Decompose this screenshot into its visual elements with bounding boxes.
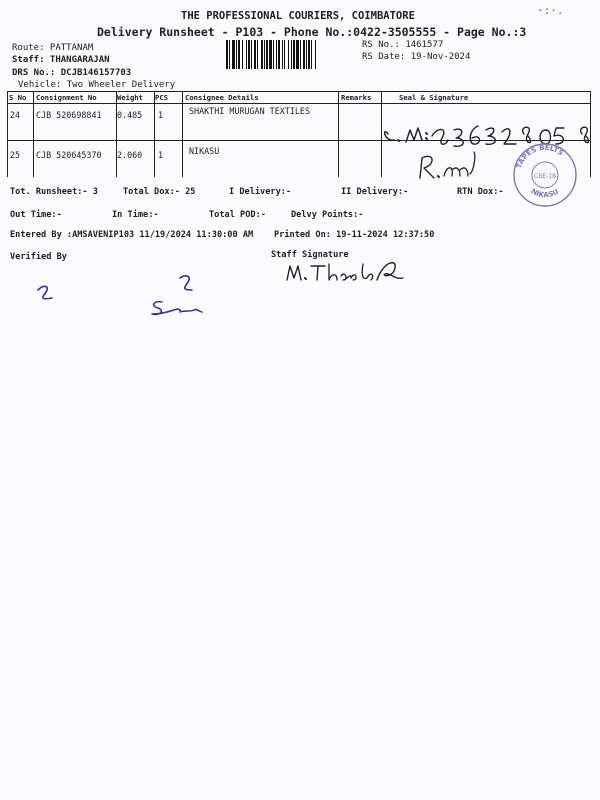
header-weight: Weight (117, 93, 143, 102)
delvy-points: Delvy Points:- (291, 210, 364, 220)
header-consignment: Consignment No (36, 93, 97, 102)
runsheet-title: Delivery Runsheet - P103 - Phone No.:0422-3505555 - Page No.:3 (97, 25, 527, 39)
corner-mark: ·:·. (537, 4, 564, 17)
header-seal: Seal & Signature (399, 93, 469, 102)
entered-by: Entered By :AMSAVENIP103 11/19/2024 11:30:00 AM (10, 230, 254, 240)
row1-consignment: CJB 520698841 (36, 110, 102, 120)
rtn-dox: RTN Dox:- (457, 187, 504, 197)
rs-number: RS No.: 1461577 (362, 40, 444, 50)
svg-text:TAPES BELTS: TAPES BELTS (515, 143, 565, 170)
header-pcs: PCS (155, 93, 168, 102)
vehicle-label: Vehicle: Two Wheeler Delivery (18, 80, 176, 90)
svg-text:NIKASU: NIKASU (529, 187, 560, 200)
staff-signature-label: Staff Signature (271, 250, 349, 260)
total-pod: Total POD:- (209, 210, 266, 220)
verified-by: Verified By (10, 252, 67, 262)
rs-date: RS Date: 19-Nov-2024 (362, 52, 471, 62)
row2-sno: 25 (10, 150, 21, 160)
header-consignee: Consignee Details (185, 93, 259, 102)
barcode (226, 40, 352, 69)
handwritten-signature-row2 (416, 148, 486, 182)
row2-pcs: 1 (158, 150, 164, 160)
company-name: THE PROFESSIONAL COURIERS, COIMBATORE (181, 10, 415, 22)
header-sno: S No (9, 93, 27, 102)
total-dox: Total Dox:- 25 (123, 187, 196, 197)
ii-delivery: II Delivery:- (341, 187, 409, 197)
staff-label: Staff: THANGARAJAN (12, 55, 110, 65)
row2-consignment: CJB 520645370 (36, 150, 102, 160)
i-delivery: I Delivery:- (229, 187, 292, 197)
blue-pen-marks (30, 272, 230, 322)
row2-weight: 2.060 (117, 150, 143, 160)
header-remarks: Remarks (341, 93, 372, 102)
row1-sno: 24 (10, 110, 21, 120)
route-label: Route: PATTANAM (12, 43, 94, 53)
row1-pcs: 1 (158, 110, 164, 120)
row2-consignee: NIKASU (189, 146, 220, 156)
in-time: In Time:- (112, 210, 159, 220)
row1-weight: 0.485 (117, 110, 143, 120)
svg-text:CBE-18: CBE-18 (534, 173, 556, 180)
company-stamp (510, 140, 580, 210)
staff-signature (285, 256, 405, 286)
out-time: Out Time:- (10, 210, 62, 220)
row1-consignee: SHAKTHI MURUGAN TEXTILES (189, 106, 311, 116)
tot-runsheet: Tot. Runsheet:- 3 (10, 187, 98, 197)
drs-number: DRS No.: DCJB146157703 (12, 68, 132, 78)
printed-on: Printed On: 19-11-2024 12:37:50 (274, 230, 435, 240)
